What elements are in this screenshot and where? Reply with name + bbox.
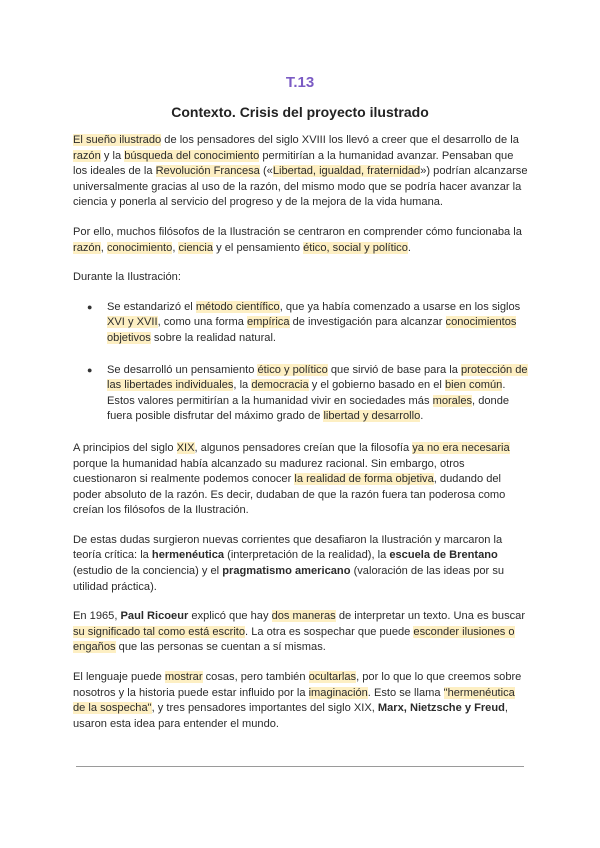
text-run: y el pensamiento (213, 241, 304, 254)
text-run: , como una forma (157, 316, 247, 329)
text-run: , (100, 241, 107, 254)
text-run: , usaron esta idea para entender el mundo. (73, 702, 508, 730)
highlighted-text: Libertad, igualdad, fraternidad (272, 165, 421, 178)
footer-divider (76, 766, 524, 767)
text-run: de investigación para alcanzar (289, 316, 446, 329)
text-run: (interpretación de la realidad), la (224, 549, 390, 562)
highlighted-text: democracia (251, 379, 309, 392)
text-run: de interpretar un texto. Una es buscar (335, 610, 526, 623)
highlighted-text: morales (432, 394, 473, 407)
text-run: cosas, pero también (202, 671, 309, 684)
text-run: explicó que hay (188, 610, 272, 623)
text-run: (« (259, 165, 273, 178)
text-run: Por ello, muchos filósofos de la Ilustración se centraron en comprender cómo funcionaba la (73, 225, 522, 238)
text-run: , donde fuera posible disfrutar del máximo grado de (107, 394, 510, 423)
paragraph-filosofos-ilustracion (73, 225, 528, 256)
bold-text: Marx, Nietzsche y Freud (377, 702, 505, 715)
highlighted-text: XVI y XVII (107, 316, 158, 329)
paragraph-hermeneutica-sospecha (73, 670, 528, 732)
text-run: que sirvió de base para la (327, 363, 461, 376)
paragraph-durante-ilustracion (73, 270, 528, 286)
highlighted-text: bien común (444, 379, 503, 392)
text-run: porque la humanidad había alcanzado su madurez racional. Sin embargo, otros cuestionaron si realmente podemos conocer (73, 457, 465, 486)
text-run: . (420, 410, 424, 423)
highlighted-text: libertad y desarrollo (323, 410, 421, 423)
text-run: , y tres pensadores importantes del siglo XIX, (151, 702, 378, 715)
page-title: Contexto. Crisis del proyecto ilustrado (171, 104, 429, 120)
text-run: En 1965, (73, 610, 121, 623)
highlighted-text: razón (73, 149, 101, 162)
highlighted-text: conocimientos objetivos (107, 316, 517, 344)
text-run: , que ya había comenzado a usarse en los siglos (279, 300, 521, 313)
highlighted-text: búsqueda del conocimiento (124, 149, 260, 162)
highlighted-text: XIX (176, 441, 195, 454)
highlighted-text: conocimiento (106, 241, 173, 254)
text-run: Se desarrolló un pensamiento (107, 363, 258, 376)
bullet-metodo-cientifico (107, 300, 528, 347)
highlighted-text: ocultarlas (308, 671, 357, 684)
topic-code: T.13 (285, 74, 315, 91)
highlighted-text: dos maneras (271, 610, 336, 623)
text-run: que las personas se cuentan a sí mismas. (115, 641, 326, 654)
paragraph-nuevas-corrientes (73, 533, 528, 595)
bold-text: Paul Ricoeur (120, 610, 189, 623)
text-run: permitirían a la humanidad avanzar. Pensaban que los ideales de la (73, 149, 514, 178)
paragraph-sueno-ilustrado (73, 133, 528, 211)
bullet-pensamiento-etico (107, 363, 528, 425)
highlighted-text: mostrar (164, 671, 203, 684)
text-run: A principios del siglo (73, 441, 177, 454)
highlighted-text: ético, social y político (303, 241, 408, 254)
paragraph-paul-ricoeur (73, 609, 528, 656)
text-run: Se estandarizó el (107, 300, 196, 313)
highlighted-text: empírica (246, 316, 290, 329)
text-run: ») podrían alcanzarse universalmente gracias al uso de la razón, del mismo modo que se podría hacer avanzar la ciencia y ponerla al servicio del progreso y de la mejora de la vida humana. (73, 165, 528, 209)
highlighted-text: El sueño ilustrado (73, 134, 162, 146)
bullet-list (73, 300, 528, 425)
text-run: , (172, 241, 179, 254)
text-run: (valoración de las ideas por su utilidad práctica). (73, 565, 505, 593)
highlighted-text: esconder ilusiones o engaños (73, 625, 515, 654)
text-run: (estudio de la conciencia) y el (73, 565, 223, 578)
text-run: , por lo que lo que creemos sobre nosotros y la historia puede estar influido por la (73, 671, 522, 699)
text-run: . La otra es sospechar que puede (245, 625, 414, 638)
text-run: de los pensadores del siglo XVIII los llevó a creer que el desarrollo de la (161, 134, 519, 146)
text-run: De estas dudas surgieron nuevas corrientes que desafiaron la Ilustración y marcaron la teoría crítica: la (73, 533, 503, 562)
text-run: sobre la realidad natural. (150, 331, 276, 344)
highlighted-text: Revolución Francesa (155, 165, 260, 178)
bold-text: pragmatismo americano (222, 565, 351, 578)
bold-text: escuela de Brentano (389, 549, 498, 562)
highlighted-text: "hermenéutica de la sospecha" (73, 686, 515, 715)
text-run: y el gobierno basado en el (308, 379, 445, 392)
text-run: El lenguaje puede (73, 671, 165, 684)
text-run: Durante la Ilustración: (73, 271, 181, 284)
text-run: . (407, 241, 411, 254)
text-run: , algunos pensadores creían que la filosofía (194, 441, 413, 454)
highlighted-text: la realidad de forma objetiva (294, 473, 434, 486)
highlighted-text: su significado tal como está escrito (73, 625, 246, 638)
text-run: . Estos valores permitirían a la humanidad vivir en sociedades más (107, 379, 506, 407)
highlighted-text: método científico (195, 300, 280, 313)
highlighted-text: razón (73, 241, 101, 254)
highlighted-text: imaginación (308, 686, 368, 699)
highlighted-text: ético y político (257, 363, 328, 376)
text-run: y la (100, 149, 125, 162)
text-run: , dudando del poder absoluto de la razón. Es decir, dudaban de que la razón fuera tan poderosa como creían los filósofos de la Ilustración. (73, 473, 506, 517)
text-run: . Esto se llama (367, 686, 444, 699)
text-run: , la (233, 379, 252, 392)
document-body (73, 133, 528, 746)
highlighted-text: ciencia (178, 241, 214, 254)
paragraph-siglo-xix (73, 441, 528, 519)
highlighted-text: ya no era necesaria (412, 441, 510, 454)
highlighted-text: protección de las libertades individuales (107, 363, 528, 392)
bold-text: hermenéutica (151, 549, 225, 562)
